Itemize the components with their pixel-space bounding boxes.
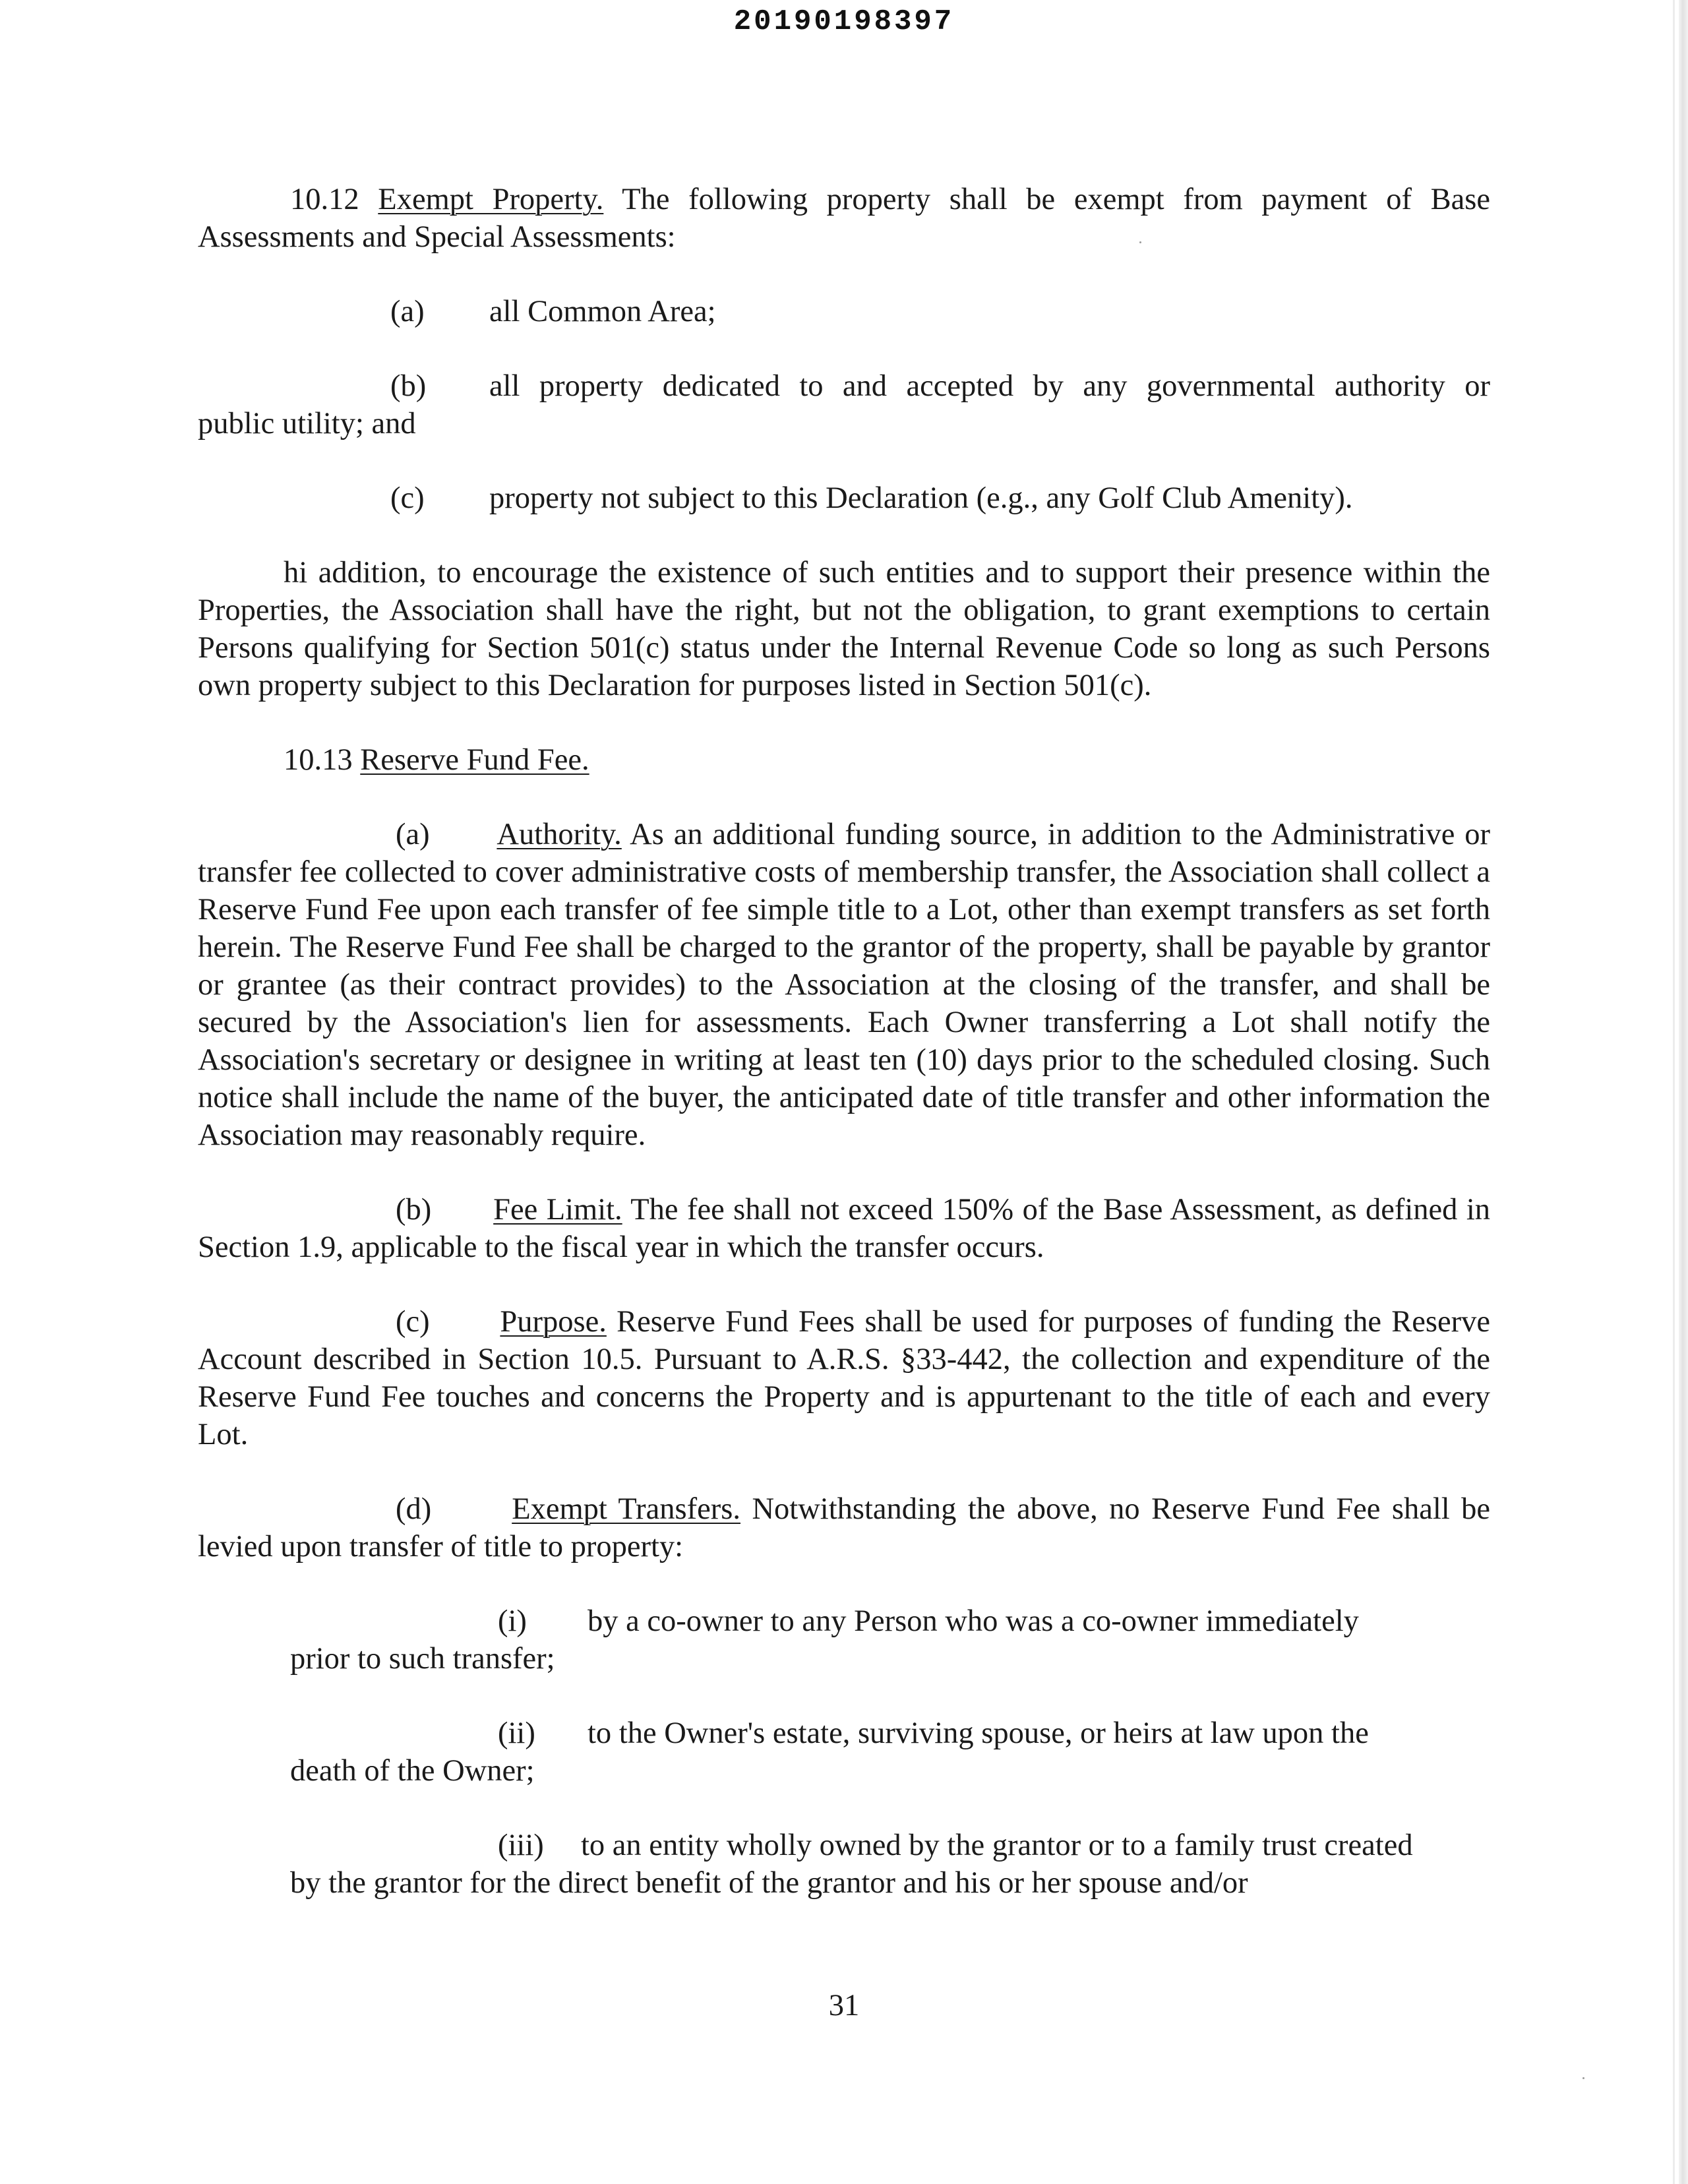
item-label: (iii) (498, 1829, 544, 1862)
subsection-label: (d) (396, 1492, 432, 1526)
subsection-label: (c) (396, 1305, 430, 1339)
section-heading: Exempt Property. (378, 183, 604, 216)
subsection-text: Notwithstanding the above, no Reserve Fund Fee shall be levied upon transfer of title to property: (198, 1492, 1491, 1563)
item-text: all property dedicated to and accepted by any governmental authority or (489, 369, 1490, 403)
item-label: (c) (390, 481, 425, 515)
section-heading: Reserve Fund Fee. (360, 743, 589, 777)
exempt-item (198, 293, 1490, 330)
item-text: to the Owner's estate, surviving spouse, or heirs at law upon the (588, 1716, 1369, 1750)
item-label: (b) (390, 369, 427, 403)
subsection-text: Reserve Fund Fees shall be used for purposes of funding the Reserve Account described in Section 10.5. Pursuant to A.R.S. §33-442, the collection and expenditure of the Reserve Fund Fee touches and concerns the Property and is appurtenant to the title of each and every Lot. (198, 1305, 1491, 1451)
item-continuation: prior to such transfer; (290, 1642, 555, 1676)
exempt-transfer-item (198, 1602, 1490, 1678)
page-number: 31 (828, 1989, 860, 2022)
document-page (198, 181, 1490, 1902)
item-text: property not subject to this Declaration (e.g., any Golf Club Amenity). (489, 481, 1353, 515)
subsection-fee-limit (198, 1191, 1490, 1266)
document-number: 20190198397 (733, 5, 955, 38)
subsection-heading: Exempt Transfers. (512, 1492, 740, 1526)
subsection-purpose (198, 1303, 1490, 1453)
subsection-text: The fee shall not exceed 150% of the Base Assessment, as defined in Section 1.9, applicable to the fiscal year in which the transfer occurs. (198, 1193, 1490, 1264)
item-label: (i) (498, 1604, 527, 1638)
subsection-heading: Fee Limit. (493, 1193, 622, 1227)
item-label: (a) (390, 295, 425, 328)
section-10-13-heading (198, 741, 1490, 779)
section-number: 10.13 (284, 743, 353, 777)
item-text: all Common Area; (489, 295, 716, 328)
exempt-item (198, 367, 1490, 442)
subsection-heading: Purpose. (500, 1305, 607, 1339)
scanner-edge-line (1673, 0, 1675, 2184)
scanner-edge (1679, 0, 1688, 2184)
subsection-authority (198, 816, 1490, 1154)
exempt-transfer-item (198, 1714, 1490, 1790)
exempt-item (198, 479, 1490, 517)
item-text: to an entity wholly owned by the grantor or to a family trust created (581, 1829, 1413, 1862)
scan-speck (1582, 2077, 1584, 2079)
subsection-text: As an additional funding source, in addition to the Administrative or transfer fee collected to cover administrative costs of membership transfer, the Association shall collect a Reserve Fund Fee upon each transfer of fee simple title to a Lot, other than exempt transfers as set forth herein. The Reserve Fund Fee shall be charged to the grantor of the property, shall be payable by grantor or grantee (as their contract provides) to the Association at the closing of the transfer, and shall be secured by the Association's lien for assessments. Each Owner transferring a Lot shall notify the Association's secretary or designee in writing at least ten (10) days prior to the scheduled closing. Such notice shall include the name of the buyer, the anticipated date of title transfer and other information the Association may reasonably require. (198, 818, 1491, 1152)
item-continuation: by the grantor for the direct benefit of the grantor and his or her spouse and/or (290, 1866, 1248, 1900)
section-intro: The following property shall be exempt from payment of Base Assessments and Special Assessments: (198, 183, 1490, 254)
section-number: 10.12 (290, 183, 359, 216)
exempt-transfer-item (198, 1827, 1490, 1902)
subsection-heading: Authority. (497, 818, 622, 851)
section-10-12-paragraph (198, 181, 1490, 256)
subsection-label: (a) (396, 818, 430, 851)
item-continuation: death of the Owner; (290, 1754, 535, 1788)
subsection-exempt-transfers (198, 1490, 1490, 1565)
item-continuation: public utility; and (198, 407, 416, 440)
item-text: by a co-owner to any Person who was a co-owner immediately (588, 1604, 1359, 1638)
subsection-label: (b) (396, 1193, 432, 1227)
item-label: (ii) (498, 1716, 535, 1750)
addition-paragraph: hi addition, to encourage the existence of such entities and to support their presence within the Properties, the Association shall have the right, but not the obligation, to grant exemptions to certain Persons qualifying for Section 501(c) status under the Internal Revenue Code so long as such Persons own property subject to this Declaration for purposes listed in Section 501(c). (198, 556, 1490, 702)
